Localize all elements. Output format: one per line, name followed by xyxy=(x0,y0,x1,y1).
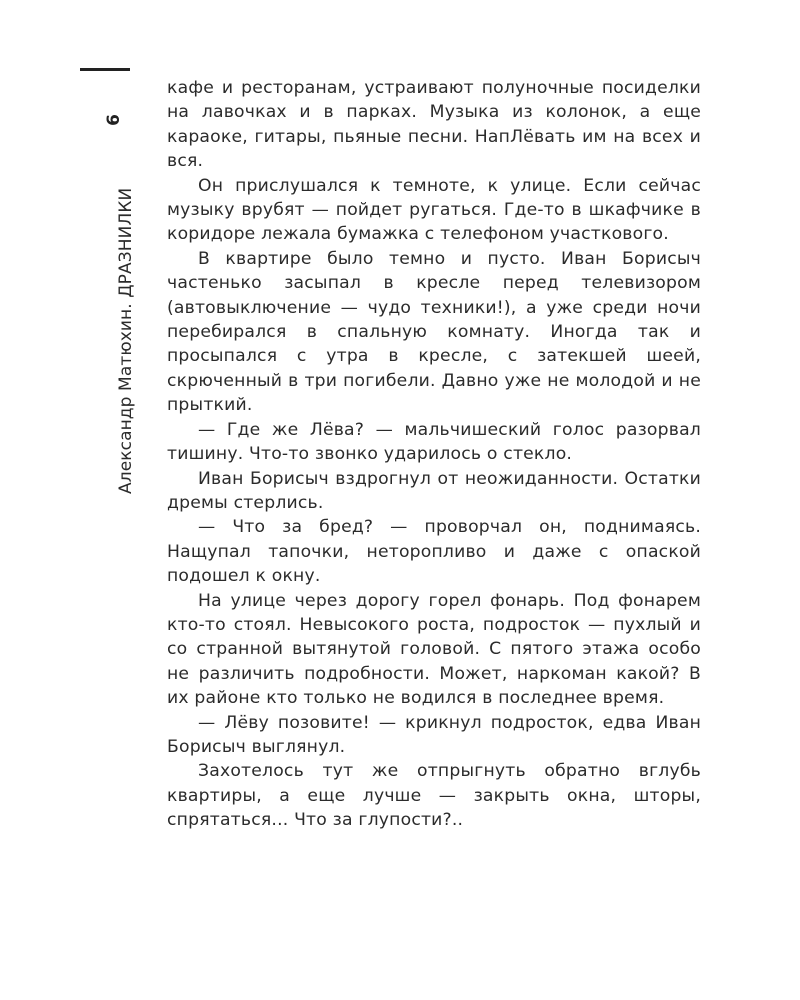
paragraph-3: В квартире было темно и пусто. Иван Борисыч частенько засыпал в кресле перед телевизором (автовыключение — чудо техники!), а уже среди ночи перебирался в спальную комнату. Иногда так и просыпался с утра в кресле, с затекшей шеей, скрюченный в три погибели. Давно уже не молодой и не прыткий. xyxy=(167,248,701,416)
paragraph-2: Он прислушался к темноте, к улице. Если сейчас музыку врубят — пойдет ругаться. Где-то в шкафчике в коридоре лежала бумажка с телефоном участкового. xyxy=(167,175,701,245)
running-head: Александр Матюхин. ДРАЗНИЛКИ xyxy=(116,187,136,494)
page-number: 6 xyxy=(104,114,124,126)
paragraph-5: Иван Борисыч вздрогнул от неожиданности. Остатки дремы стерлись. xyxy=(167,468,701,513)
paragraph-4: — Где же Лёва? — мальчишеский голос разорвал тишину. Что-то звонко ударилось о стекло. xyxy=(167,419,701,465)
paragraph-7: На улице через дорогу горел фонарь. Под фонарем кто-то стоял. Невысокого роста, подросток — пухлый и со странной вытянутой головой. С пятого этажа особо не различить подробности. Может, наркоман какой? В их районе кто только не водился в последнее время. xyxy=(167,590,701,709)
paragraph-8: — Лёву позовите! — крикнул подросток, едва Иван Борисыч выглянул. xyxy=(167,712,701,757)
paragraph-9: Захотелось тут же отпрыгнуть обратно вглубь квартиры, а еще лучше — закрыть окна, шторы, спрятаться... Что за глупости?.. xyxy=(167,761,701,831)
paragraph-6: — Что за бред? — проворчал он, поднимаясь. Нащупал тапочки, неторопливо и даже с опаской подошел к окну. xyxy=(167,517,701,587)
top-rule xyxy=(80,68,130,71)
paragraph-1: кафе и ресторанам, устраивают полуночные посиделки на лавочках и в парках. Музыка из колонок, а еще караоке, гитары, пьяные песни. НапЛёвать им на всех и вся. xyxy=(167,78,701,172)
text-body xyxy=(167,76,701,833)
